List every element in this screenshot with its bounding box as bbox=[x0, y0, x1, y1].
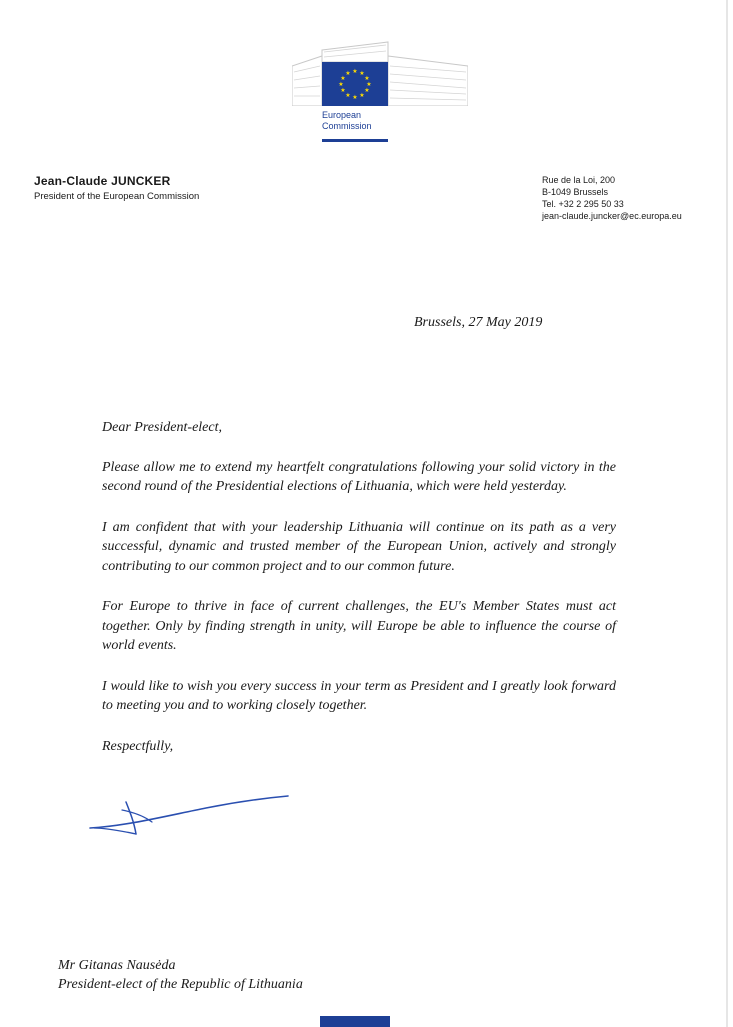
address-street: Rue de la Loi, 200 bbox=[542, 175, 616, 185]
svg-text:★: ★ bbox=[366, 81, 372, 88]
european-commission-logo bbox=[292, 36, 468, 146]
svg-text:★: ★ bbox=[364, 87, 370, 94]
address-block bbox=[542, 174, 682, 222]
signature bbox=[86, 788, 296, 838]
closing: Respectfully, bbox=[102, 738, 174, 754]
svg-text:★: ★ bbox=[359, 92, 365, 99]
eu-flag bbox=[322, 62, 388, 106]
eu-stars-icon bbox=[322, 62, 388, 106]
logo-wordmark bbox=[322, 110, 402, 132]
paragraph: I would like to wish you every success in your term as President and I greatly look forward to meeting you and to working closely together. bbox=[102, 678, 616, 713]
svg-text:★: ★ bbox=[352, 68, 358, 75]
svg-text:★: ★ bbox=[340, 75, 346, 82]
paragraph: For Europe to thrive in face of current challenges, the EU's Member States must act together. Only by finding strength in unity, will Europe be able to influence the course of world events. bbox=[102, 599, 616, 653]
salutation: Dear President-elect, bbox=[102, 420, 222, 435]
sender-title: President of the European Commission bbox=[34, 191, 200, 202]
logo-line-1: European bbox=[322, 110, 362, 120]
svg-text:★: ★ bbox=[345, 92, 351, 99]
paragraph: Please allow me to extend my heartfelt congratulations following your solid victory in the second round of the Presidential elections of Lithuania, which were held yesterday. bbox=[102, 459, 616, 494]
logo-line-2: Commission bbox=[322, 121, 372, 131]
letter-body bbox=[102, 418, 616, 777]
paragraph: I am confident that with your leadership Lithuania will continue on its path as a very successful, dynamic and trusted member of the European Union, actively and strongly contributing to our common project and to our common future. bbox=[102, 519, 616, 574]
recipient-name: Mr Gitanas Nausėda bbox=[58, 958, 176, 973]
svg-text:★: ★ bbox=[340, 87, 346, 94]
svg-text:★: ★ bbox=[338, 81, 344, 88]
logo-underline bbox=[322, 139, 388, 142]
recipient-title: President-elect of the Republic of Lithuania bbox=[58, 977, 303, 992]
svg-text:★: ★ bbox=[359, 70, 365, 77]
footer-bar bbox=[320, 1016, 390, 1027]
address-city: B-1049 Brussels bbox=[542, 187, 609, 197]
sender-block bbox=[34, 174, 199, 202]
letter-date: Brussels, 27 May 2019 bbox=[414, 315, 543, 330]
svg-text:★: ★ bbox=[352, 94, 358, 101]
address-phone: Tel. +32 2 295 50 33 bbox=[542, 199, 624, 209]
svg-text:★: ★ bbox=[364, 75, 370, 82]
address-email: jean-claude.juncker@ec.europa.eu bbox=[542, 211, 682, 221]
sender-name: Jean-Claude JUNCKER bbox=[34, 174, 171, 188]
svg-text:★: ★ bbox=[345, 70, 351, 77]
recipient-block bbox=[58, 956, 303, 994]
